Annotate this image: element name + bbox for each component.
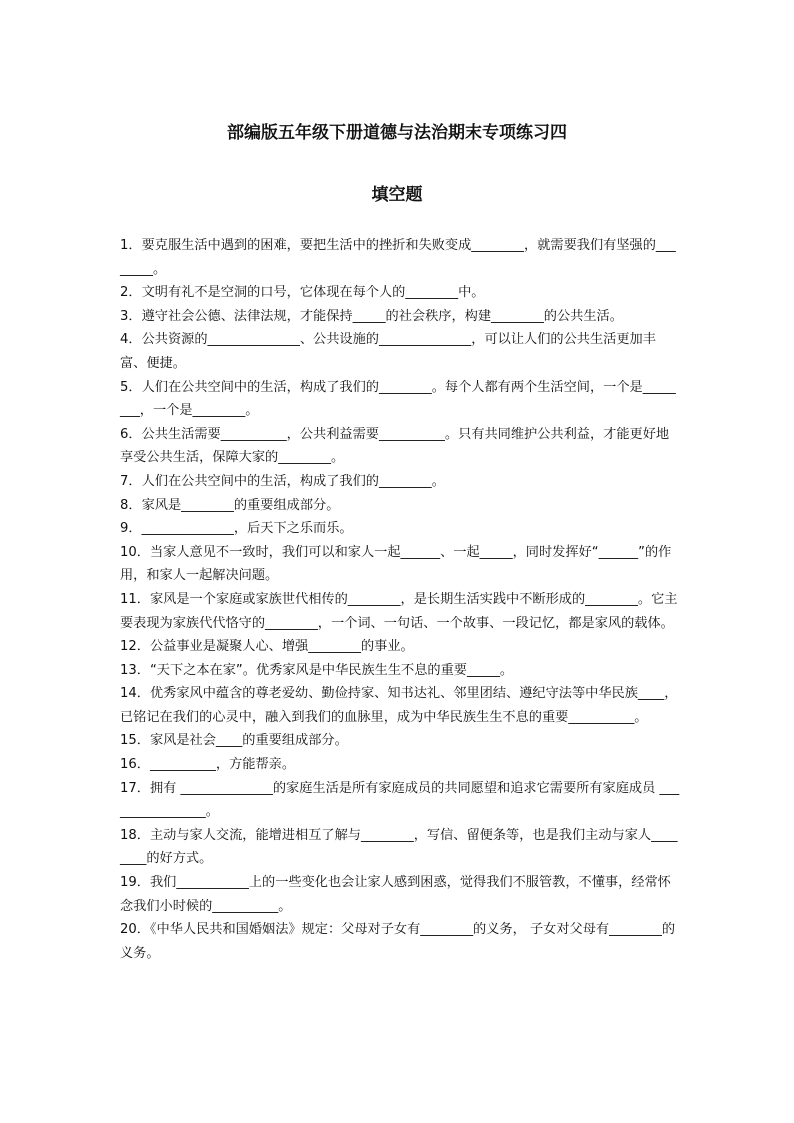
question-item: 15．家风是社会____的重要组成部分。 bbox=[120, 733, 348, 749]
question-item: 13．“天下之本在家”。优秀家风是中华民族生生不息的重要_____。 bbox=[120, 662, 514, 678]
question-item: 20．《中华人民共和国婚姻法》规定：父母对子女有________的义务， 子女对父母有________的义务。 bbox=[120, 922, 676, 961]
question-item: 10．当家人意见不一致时，我们可以和家人一起______、一起_____，同时发挥好“______”的作用，和家人一起解决问题。 bbox=[120, 544, 672, 584]
question-item: 16．__________，方能帮亲。 bbox=[120, 757, 296, 773]
document-title: 部编版五年级下册道德与法治期末专项练习四 bbox=[227, 123, 567, 143]
question-item: 7．人们在公共空间中的生活，构成了我们的________。 bbox=[120, 473, 445, 489]
question-item: 8．家风是________的重要组成部分。 bbox=[120, 497, 340, 513]
question-list bbox=[120, 234, 680, 965]
question-item: 2．文明有礼不是空洞的口号，它体现在每个人的________中。 bbox=[120, 285, 485, 301]
question-item: 18．主动与家人交流，能增进相互了解与________，写信、留便条等，也是我们主动与家人________的好方式。 bbox=[120, 827, 678, 867]
question-item: 4．公共资源的______________、公共设施的______________，可以让人们的公共生活更加丰富、便捷。 bbox=[120, 332, 656, 371]
question-item: 9．______________，后天下之乐而乐。 bbox=[120, 521, 353, 537]
question-item: 6．公共生活需要__________，公共利益需要__________。只有共同维护公共利益，才能更好地享受公共生活，保障大家的________。 bbox=[120, 426, 670, 466]
question-item: 1．要克服生活中遇到的困难，要把生活中的挫折和失败变成________，就需要我们有坚强的________。 bbox=[120, 238, 676, 277]
section-title: 填空题 bbox=[371, 185, 423, 205]
question-item: 3．遵守社会公德、法律法规，才能保持_____的社会秩序，构建________的公共生活。 bbox=[120, 308, 623, 324]
question-item: 5．人们在公共空间中的生活，构成了我们的________。每个人都有两个生活空间，一个是________，一个是________。 bbox=[120, 379, 676, 419]
question-item: 19．我们___________上的一些变化也会让家人感到困惑，觉得我们不服管教，不懂事，经常怀念我们小时候的__________。 bbox=[120, 875, 671, 914]
question-item: 14．优秀家风中蕴含的尊老爱幼、勤俭持家、知书达礼、邻里团结、遵纪守法等中华民族____，已铭记在我们的心灵中，融入到我们的血脉里，成为中华民族生生不息的重要__________。 bbox=[120, 686, 678, 725]
question-item: 11．家风是一个家庭或家族世代相传的________，是长期生活实践中不断形成的________。它主要表现为家族代代恪守的________，一个词、一句话、一个故事、一段记忆，都是家风的载体。 bbox=[120, 591, 678, 631]
question-item: 17．拥有 ______________的家庭生活是所有家庭成员的共同愿望和追求它需要所有家庭成员 ________________。 bbox=[120, 780, 680, 820]
question-item: 12．公益事业是凝聚人心、增强________的事业。 bbox=[120, 639, 414, 655]
